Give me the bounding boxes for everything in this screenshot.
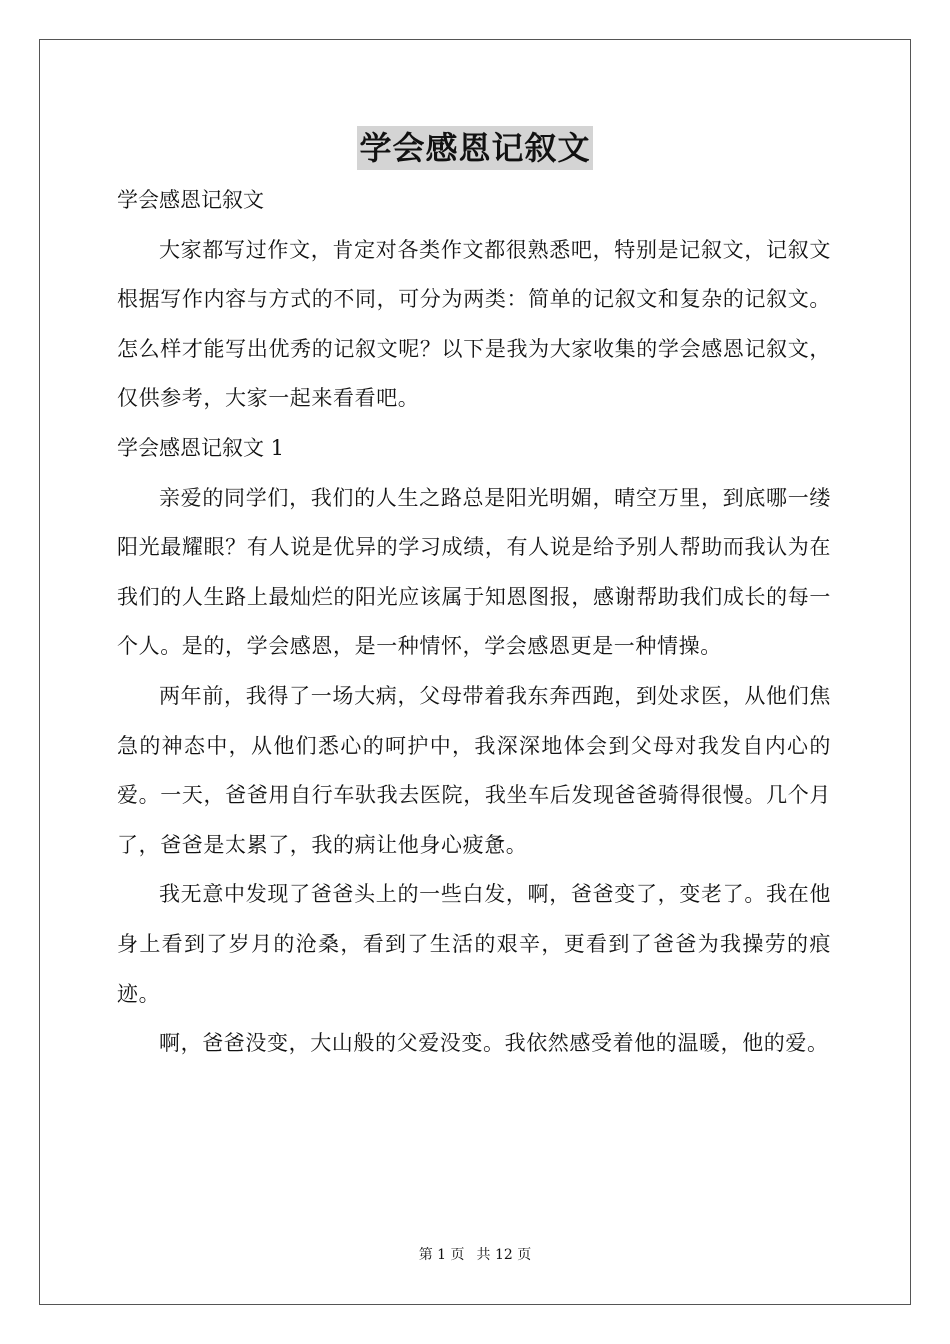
body-paragraph-4: 啊，爸爸没变，大山般的父爱没变。我依然感受着他的温暖，他的爱。 bbox=[159, 1031, 829, 1056]
body-paragraph-3: 我无意中发现了爸爸头上的一些白发，啊，爸爸变了，变老了。我在他身上看到了岁月的沧桑，看到了生活的艰辛，更看到了爸爸为我操劳的痕迹。 bbox=[117, 882, 831, 1006]
intro-paragraph: 大家都写过作文，肯定对各类作文都很熟悉吧，特别是记叙文，记叙文根据写作内容与方式的不同，可分为两类：简单的记叙文和复杂的记叙文。怎么样才能写出优秀的记叙文呢？以下是我为大家收集的学会感恩记叙文，仅供参考，大家一起来看看吧。 bbox=[117, 237, 831, 411]
page-total: 共 12 页 bbox=[476, 1247, 532, 1263]
document-body bbox=[117, 176, 831, 1069]
body-paragraph-1: 亲爱的同学们，我们的人生之路总是阳光明媚，晴空万里，到底哪一缕阳光最耀眼？有人说是优异的学习成绩，有人说是给予别人帮助而我认为在我们的人生路上最灿烂的阳光应该属于知恩图报，感谢帮助我们成长的每一个人。是的，学会感恩，是一种情怀，学会感恩更是一种情操。 bbox=[117, 485, 831, 659]
document-subtitle: 学会感恩记叙文 bbox=[117, 188, 264, 212]
title-container bbox=[0, 126, 950, 170]
page-number: 第 1 页 bbox=[418, 1247, 465, 1263]
document-title: 学会感恩记叙文 bbox=[357, 126, 592, 170]
body-paragraph-2: 两年前，我得了一场大病，父母带着我东奔西跑，到处求医，从他们焦急的神态中，从他们悉心的呵护中，我深深地体会到父母对我发自内心的爱。一天，爸爸用自行车驮我去医院，我坐车后发现爸爸骑得很慢。几个月了，爸爸是太累了，我的病让他身心疲惫。 bbox=[117, 683, 831, 857]
section-heading: 学会感恩记叙文 1 bbox=[117, 435, 285, 460]
page-footer bbox=[0, 1245, 950, 1265]
